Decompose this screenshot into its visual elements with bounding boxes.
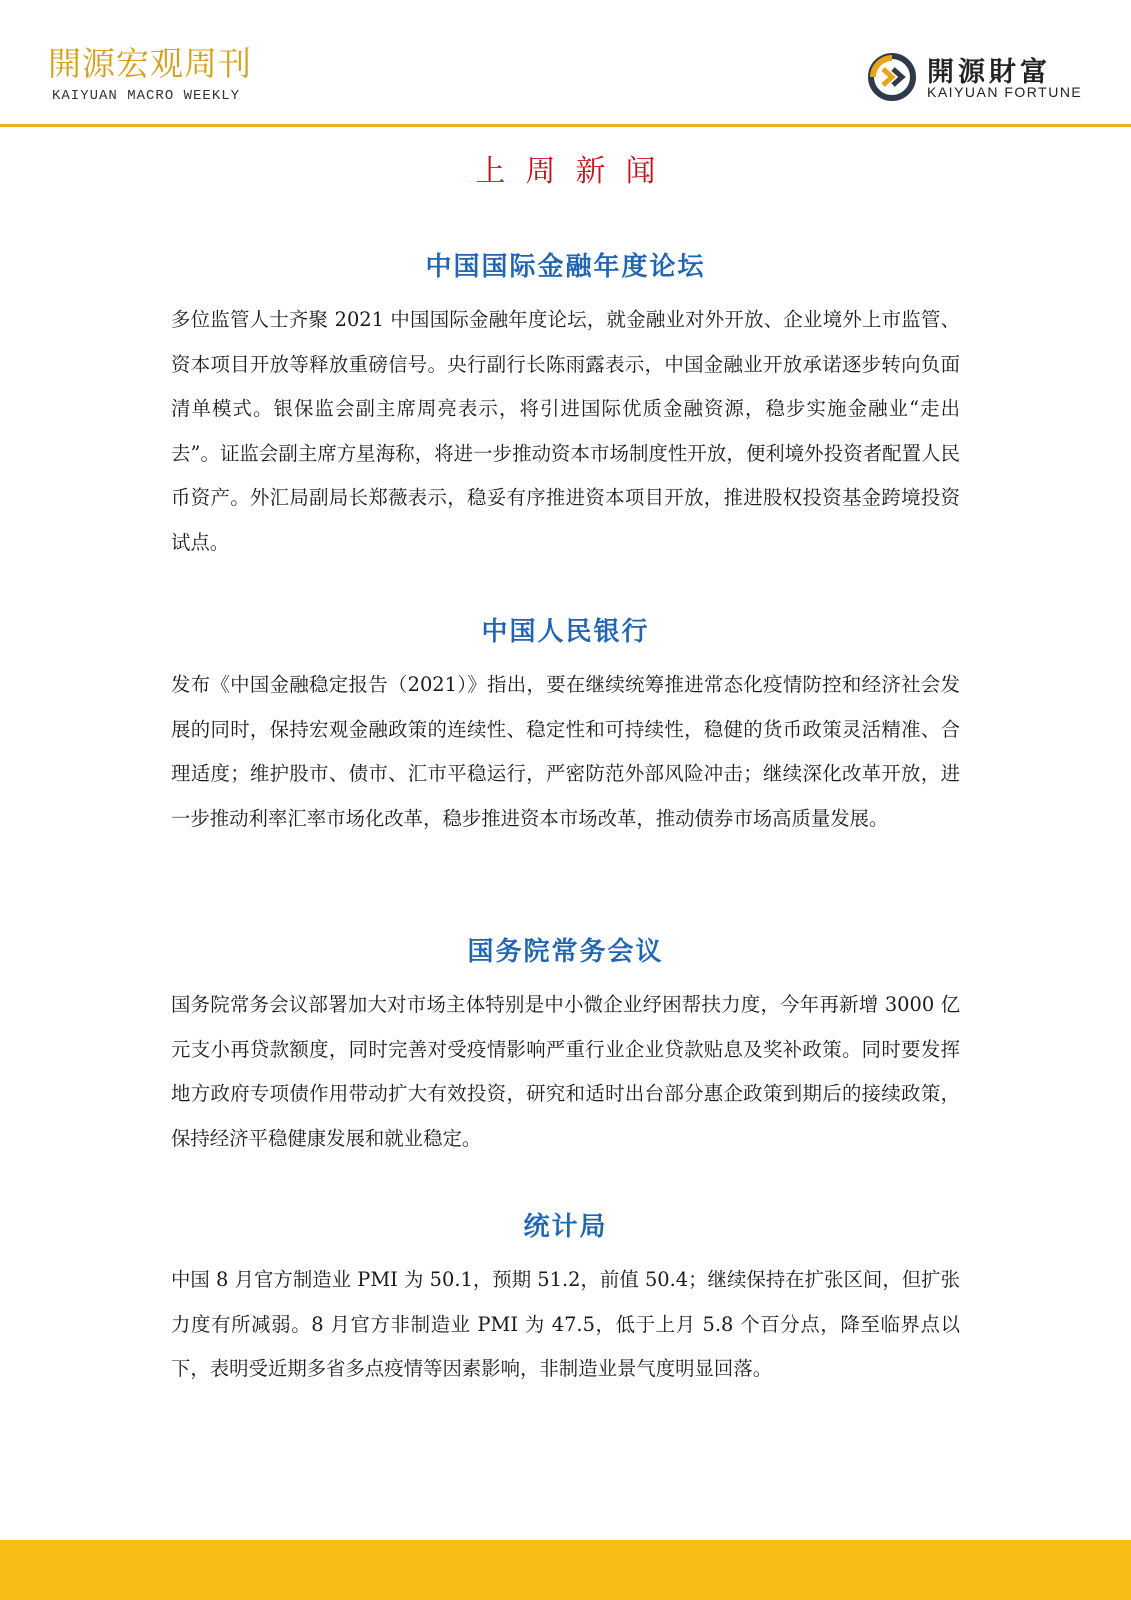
section-body: 国务院常务会议部署加大对市场主体特别是中小微企业纾困帮扶力度，今年再新增 3000 亿元支小再贷款额度，同时完善对受疫情影响严重行业企业贷款贴息及奖补政策。同时要发挥地方政府专项债作用带动扩大有效投资，研究和适时出台部分惠企政策到期后的接续政策，保持经济平稳健康发展和就业稳定。 [171, 993, 960, 1150]
news-section [171, 250, 960, 565]
publication-title: 開源宏观周刊 [48, 44, 252, 83]
section-body: 发布《中国金融稳定报告（2021）》指出，要在继续统筹推进常态化疫情防控和经济社会发展的同时，保持宏观金融政策的连续性、稳定性和可持续性，稳健的货币政策灵活精准、合理适度；维护股市、债市、汇市平稳运行，严密防范外部风险冲击；继续深化改革开放，进一步推动利率汇率市场化改革，稳步推进资本市场改革，推动债券市场高质量发展。 [171, 673, 960, 830]
publication-subtitle: KAIYUAN MACRO WEEKLY [52, 88, 241, 104]
section-body: 多位监管人士齐聚 2021 中国国际金融年度论坛，就金融业对外开放、企业境外上市监管、资本项目开放等释放重磅信号。央行副行长陈雨露表示，中国金融业开放承诺逐步转向负面清单模式。银保监会副主席周亮表示，将引进国际优质金融资源，稳步实施金融业“走出去”。证监会副主席方星海称，将进一步推动资本市场制度性开放，便利境外投资者配置人民币资产。外汇局副局长郑薇表示，稳妥有序推进资本项目开放，推进股权投资基金跨境投资试点。 [171, 308, 960, 554]
kaiyuan-logo-icon [867, 52, 917, 102]
section-title: 统计局 [523, 1212, 608, 1242]
news-section [171, 935, 960, 1161]
section-title: 中国人民银行 [481, 617, 650, 647]
section-title: 国务院常务会议 [467, 937, 664, 967]
section-body: 中国 8 月官方制造业 PMI 为 50.1，预期 51.2，前值 50.4；继续保持在扩张区间，但扩张力度有所减弱。8 月官方非制造业 PMI 为 47.5，低于上月 5.8 个百分点，降至临界点以下，表明受近期多省多点疫情等因素影响，非制造业景气度明显回落。 [171, 1268, 960, 1380]
company-logo [867, 50, 1097, 105]
header-divider [0, 124, 1131, 127]
footer-bar [0, 1540, 1131, 1600]
section-title: 中国国际金融年度论坛 [425, 252, 706, 282]
page-title: 上周新闻 [475, 154, 676, 189]
logo-text-cn: 開源財富 [927, 57, 1051, 88]
logo-text-en: KAIYUAN FORTUNE [927, 84, 1083, 100]
news-section [171, 615, 960, 841]
page-header [0, 0, 1131, 128]
news-section [171, 1210, 960, 1392]
